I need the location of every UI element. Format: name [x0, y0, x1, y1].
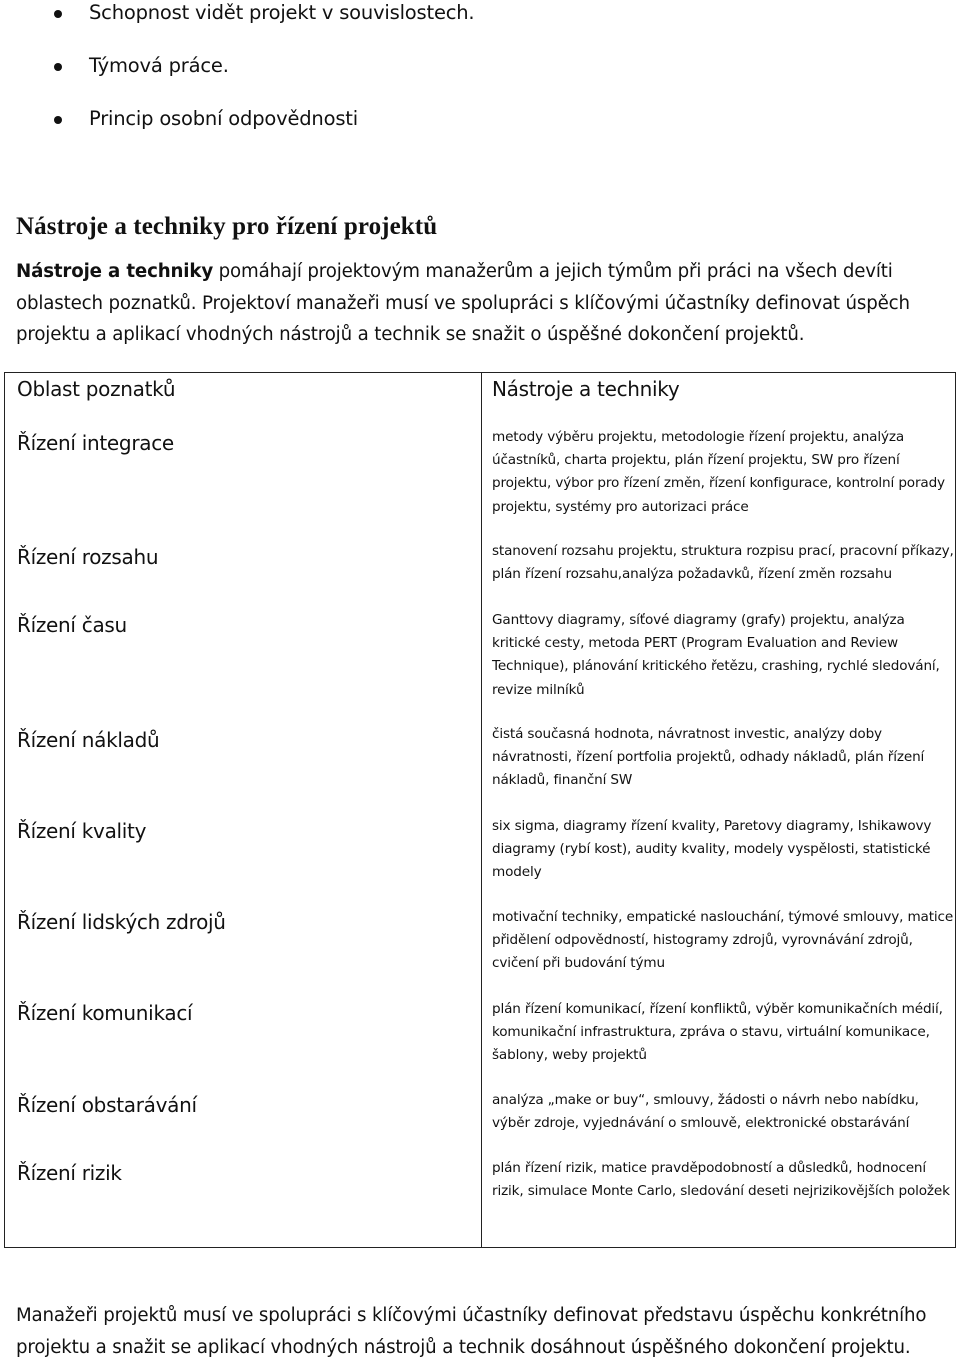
row-tools: plán řízení rizik, matice pravděpodobností a důsledků, hodnocení rizik, simulace Monte Carlo, sledování deseti nejrizikovějších položek: [492, 1160, 950, 1200]
row-area: Řízení nákladů: [17, 728, 160, 752]
row-area: Řízení obstarávání: [17, 1093, 197, 1117]
bullet-item: [0, 55, 900, 81]
closing-paragraph: Manažeři projektů musí ve spolupráci s klíčovými účastníky definovat představu úspěchu konkrétního projektu a snažit se aplikací vhodných nástrojů a technik dosáhnout úspěšného dokončení projektu.: [16, 1305, 927, 1358]
row-area: Řízení lidských zdrojů: [17, 910, 226, 934]
table-header-tools: Nástroje a techniky: [492, 377, 680, 401]
row-area: Řízení kvality: [17, 819, 147, 843]
row-tools: metody výběru projektu, metodologie řízení projektu, analýza účastníků, charta projektu, plán řízení projektu, SW pro řízení projektu, výbor pro řízení změn, řízení konfigurace, kontrolní porady projektu, systémy pro autorizaci práce: [492, 429, 945, 515]
section-heading: Nástroje a techniky pro řízení projektů: [16, 213, 438, 240]
intro-bold-lead: Nástroje a techniky: [16, 261, 214, 282]
row-tools: čistá současná hodnota, návratnost investic, analýzy doby návratnosti, řízení portfolia projektů, odhady nákladů, plán řízení nákladů, finanční SW: [492, 726, 925, 789]
row-area: Řízení času: [17, 613, 127, 637]
row-tools: six sigma, diagramy řízení kvality, Paretovy diagramy, Ishikawovy diagramy (rybí kost), audity kvality, modely vyspělosti, statistické modely: [492, 818, 932, 881]
row-tools: stanovení rozsahu projektu, struktura rozpisu prací, pracovní příkazy, plán řízení rozsahu,analýza požadavků, řízení změn rozsahu: [492, 543, 954, 583]
row-area: Řízení komunikací: [17, 1001, 193, 1025]
bullet-text: Týmová práce.: [89, 54, 229, 77]
row-tools: analýza „make or buy“, smlouvy, žádosti o návrh nebo nabídku, výběr zdroje, vyjednávání o smlouvě, elektronické obstarávání: [492, 1092, 919, 1132]
bullet-dot-icon: [54, 63, 62, 71]
bullet-dot-icon: [54, 116, 62, 124]
column-divider: [481, 373, 482, 1247]
bullet-item: [0, 108, 900, 134]
row-tools: motivační techniky, empatické naslouchání, týmové smlouvy, matice přidělení odpovědností, histogramy zdrojů, vyrovnávání zdrojů, cvičení při budování týmu: [492, 909, 954, 972]
bullet-text: Schopnost vidět projekt v souvislostech.: [89, 1, 475, 24]
row-area: Řízení integrace: [17, 431, 174, 455]
table-header-area: Oblast poznatků: [17, 377, 176, 401]
row-tools: Ganttovy diagramy, síťové diagramy (grafy) projektu, analýza kritické cesty, metoda PERT (Program Evaluation and Review Technique), plánování kritického řetězu, crashing, rychlé sledování, revize milníků: [492, 612, 940, 698]
row-area: Řízení rozsahu: [17, 545, 159, 569]
tools-table: [4, 372, 956, 1248]
row-area: Řízení rizik: [17, 1161, 122, 1185]
bullet-dot-icon: [54, 10, 62, 18]
intro-paragraph: [16, 256, 951, 351]
row-tools: plán řízení komunikací, řízení konfliktů, výběr komunikačních médií, komunikační infrastruktura, zpráva o stavu, virtuální komunikace, šablony, weby projektů: [492, 1001, 943, 1064]
bullet-text: Princip osobní odpovědnosti: [89, 107, 358, 130]
intro-text: pomáhají projektovým manažerům a jejich týmům při práci na všech devíti oblastech poznatků. Projektoví manažeři musí ve spolupráci s klíčovými účastníky definovat úspěch projektu a aplikací vhodných nástrojů a technik se snažit o úspěšné dokončení projektů.: [16, 261, 910, 345]
bullet-item: [0, 2, 900, 28]
